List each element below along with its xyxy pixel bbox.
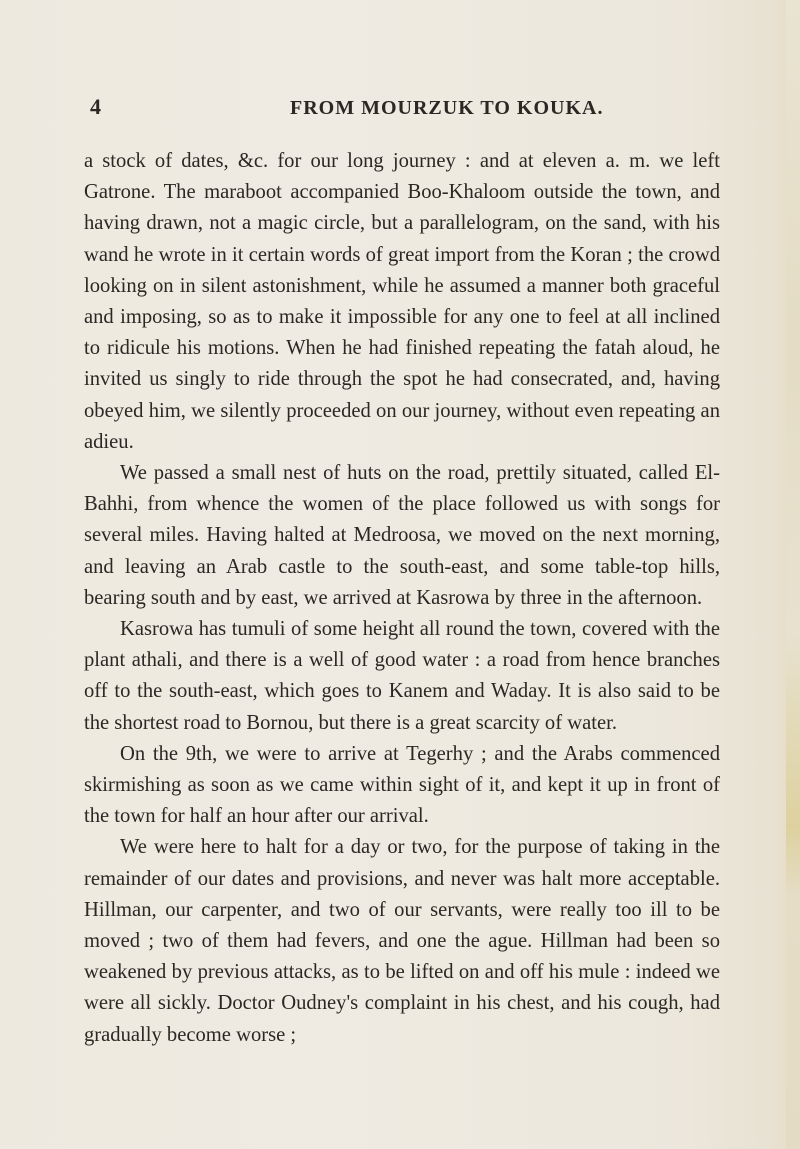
paragraph: a stock of dates, &c. for our long journey : and at eleven a. m. we left Gatrone. The maraboot accompanied Boo-Khaloom outside the town, and having drawn, not a magic circle, but a parallelogram, on the sand, with his wand he wrote in it certain words of great import from the Koran ; the crowd looking on in silent astonishment, while he assumed a manner both graceful and imposing, so as to make it impossible for any one to feel at all inclined to ridicule his motions. When he had finished repeating the fatah aloud, he invited us singly to ride through the spot he had consecrated, and, having obeyed him, we silently proceeded on our journey, without even repeating an adieu. [84,150,720,453]
running-head [0,94,800,134]
page-number: 4 [90,94,101,119]
paragraph: We passed a small nest of huts on the road, prettily situated, called El-Bahhi, from whence the women of the place followed us with songs for several miles. Having halted at Medroosa, we moved on the next morning, and leaving an Arab castle to the south-east, and some table-top hills, bearing south and by east, we arrived at Kasrowa by three in the afternoon. [84,462,720,609]
paragraph: We were here to halt for a day or two, for the purpose of taking in the remainder of our dates and provisions, and never was halt more acceptable. Hillman, our carpenter, and two of our servants, were really too ill to be moved ; two of them had fevers, and one the ague. Hillman had been so weakened by previous attacks, as to be lifted on and off his mule : indeed we were all sickly. Doctor Oudney's complaint in his chest, and his cough, had gradually become worse ; [84,836,720,1046]
paragraph: On the 9th, we were to arrive at Tegerhy ; and the Arabs commenced skirmishing as soon as we came within sight of it, and kept it up in front of the town for half an hour after our arrival. [84,742,720,828]
page-title: FROM MOURZUK TO KOUKA. [290,97,604,119]
body-text [84,146,720,1051]
page-edge-stain [786,0,800,1149]
paragraph: Kasrowa has tumuli of some height all round the town, covered with the plant athali, and there is a well of good water : a road from hence branches off to the south-east, which goes to Kanem and Waday. It is also said to be the shortest road to Bornou, but there is a great scarcity of water. [84,618,720,734]
